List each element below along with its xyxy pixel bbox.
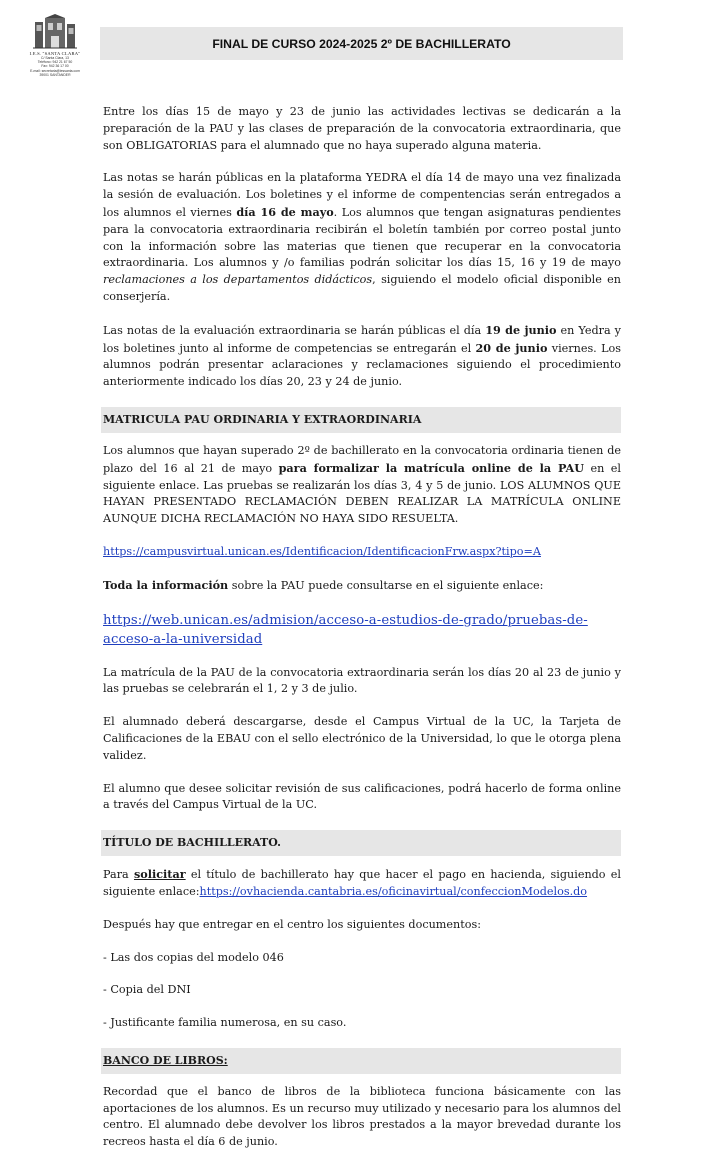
address-line: Fax: 942 36 17 00 <box>41 64 69 69</box>
grade-card-paragraph: El alumnado deberá descargarse, desde el Campus Virtual de la UC, la Tarjeta de Calificaciones de la EBAU con el sello electrónico de la Universidad, lo que le otorga plena validez. <box>103 715 621 762</box>
address-line: C/ Santa Clara, 13 <box>41 56 69 60</box>
text-run: sobre la PAU puede consultarse en el siguiente enlace: <box>228 578 544 592</box>
text-run: en el siguiente enlace. Las pruebas se realizarán los días 3, 4 y 5 de junio. LOS ALUMNOS QUE HAYAN PRESENTADO RECLAMACIÓN DEBEN REALIZAR LA MATRÍCULA ONLINE AUNQUE DICHA RECLAMACIÓN NO HAYA SIDO RESUELTA. <box>103 461 621 526</box>
documents-intro: Después hay que entregar en el centro los siguientes documentos: <box>103 917 481 931</box>
text-run: Para <box>103 868 134 882</box>
bold-underlined-text: solicitar <box>133 867 186 882</box>
bold-date: 19 de junio <box>485 322 557 337</box>
text-run: viernes. Los alumnos podrán presentar aclaraciones y reclamaciones siguiendo el procedimiento anteriormente indicado los días 20, 23 y 24 de junio. <box>103 341 621 389</box>
bold-text: para formalizar la matrícula online de la PAU <box>278 460 584 475</box>
document-title: FINAL DE CURSO 2024-2025 2º DE BACHILLERATO <box>100 27 623 60</box>
pau-link-paragraph <box>103 611 621 649</box>
section-heading-pau: MATRICULA PAU ORDINARIA Y EXTRAORDINARIA <box>101 407 621 433</box>
text-run: , siguiendo el modelo oficial disponible en conserjería. <box>103 273 622 303</box>
text-run: Los alumnos que hayan superado 2º de bachillerato en la convocatoria ordinaria tienen de plazo del 16 al 21 de mayo <box>103 443 621 475</box>
campus-link-paragraph <box>103 544 621 561</box>
pau-info-paragraph <box>103 577 621 595</box>
document-item: - Justificante familia numerosa, en su caso. <box>103 1016 347 1030</box>
section-heading-titulo: TÍTULO DE BACHILLERATO. <box>101 830 621 856</box>
school-logo <box>20 14 90 77</box>
school-building-icon <box>33 14 77 50</box>
school-address <box>20 56 90 77</box>
text-run: . Los alumnos que tengan asignaturas pendientes para la convocatoria extraordinaria recibirán el boletín también por correo postal junto con la información sobre las materias que tienen que recuperar en la convocatoria extraordinaria. Los alumnos y /o familias podrán solicitar los días 15, 16 y 19 de mayo <box>103 205 621 270</box>
bold-date: 20 de junio <box>475 340 548 355</box>
italic-text: reclamaciones a los departamentos didácticos <box>103 273 373 287</box>
intro-paragraph: Entre los días 15 de mayo y 23 de junio las actividades lectivas se dedicarán a la preparación de la PAU y las clases de preparación de la convocatoria extraordinaria, que son OBLIGATORIAS para el alumnado que no haya superado alguna materia. <box>103 105 621 152</box>
bold-date: día 16 de mayo <box>236 204 334 219</box>
revision-paragraph: El alumno que desee solicitar revisión de sus calificaciones, podrá hacerlo de forma online a través del Campus Virtual de la UC. <box>103 781 621 812</box>
bold-text: Toda la información <box>103 577 229 592</box>
address-line: 39001 SANTANDER <box>39 72 71 77</box>
address-line: E-mail: secretaria@iessanta.com <box>30 68 80 73</box>
campus-virtual-link[interactable]: https://campusvirtual.unican.es/Identificacion/IdentificacionFrw.aspx?tipo=A <box>103 544 541 558</box>
address-line: Teléfono: 942 21 67 50 <box>37 60 73 65</box>
school-name: I.E.S. "SANTA CLARA" <box>29 51 81 56</box>
libros-paragraph: Recordad que el banco de libros de la biblioteca funciona básicamente con las aportaciones de los alumnos. Es un recurso muy utilizado y necesario para los alumnos del centro. El alumnado debe devolver los libros prestados a la mayor brevedad durante los recreos hasta el día 6 de junio. <box>103 1084 621 1149</box>
document-body <box>103 104 621 1167</box>
text-run: Las notas se harán públicas en la plataforma YEDRA el día 14 de mayo una vez finalizada la sesión de evaluación. Los boletines y el informe de compentencias serán entregados a los alumnos el viernes <box>103 171 621 219</box>
text-run: Las notas de la evaluación extraordinaria se harán públicas el día <box>103 323 486 337</box>
text-run: en Yedra y los boletines junto al informe de competencias se entregarán el <box>103 323 622 355</box>
pau-info-link[interactable]: https://web.unican.es/admision/acceso-a-estudios-de-grado/pruebas-de-acceso-a-la-universidad <box>103 612 588 647</box>
extraordinary-paragraph <box>103 322 621 391</box>
grades-paragraph <box>103 170 621 305</box>
hacienda-link[interactable]: https://ovhacienda.cantabria.es/oficinavirtual/confeccionModelos.do <box>199 884 588 898</box>
pau-extraordinary-paragraph: La matrícula de la PAU de la convocatoria extraordinaria serán los días 20 al 23 de junio y las pruebas se celebrarán el 1, 2 y 3 de julio. <box>103 665 621 696</box>
document-item: - Las dos copias del modelo 046 <box>103 950 284 964</box>
titulo-paragraph <box>103 866 621 901</box>
section-heading-libros <box>101 1048 621 1074</box>
text-run: el título de bachillerato hay que hacer el pago en hacienda, siguiendo el siguiente enlace: <box>103 868 621 898</box>
section-heading-text: BANCO DE LIBROS: <box>103 1053 228 1067</box>
document-item: - Copia del DNI <box>103 983 191 997</box>
pau-enrollment-paragraph <box>103 443 621 528</box>
